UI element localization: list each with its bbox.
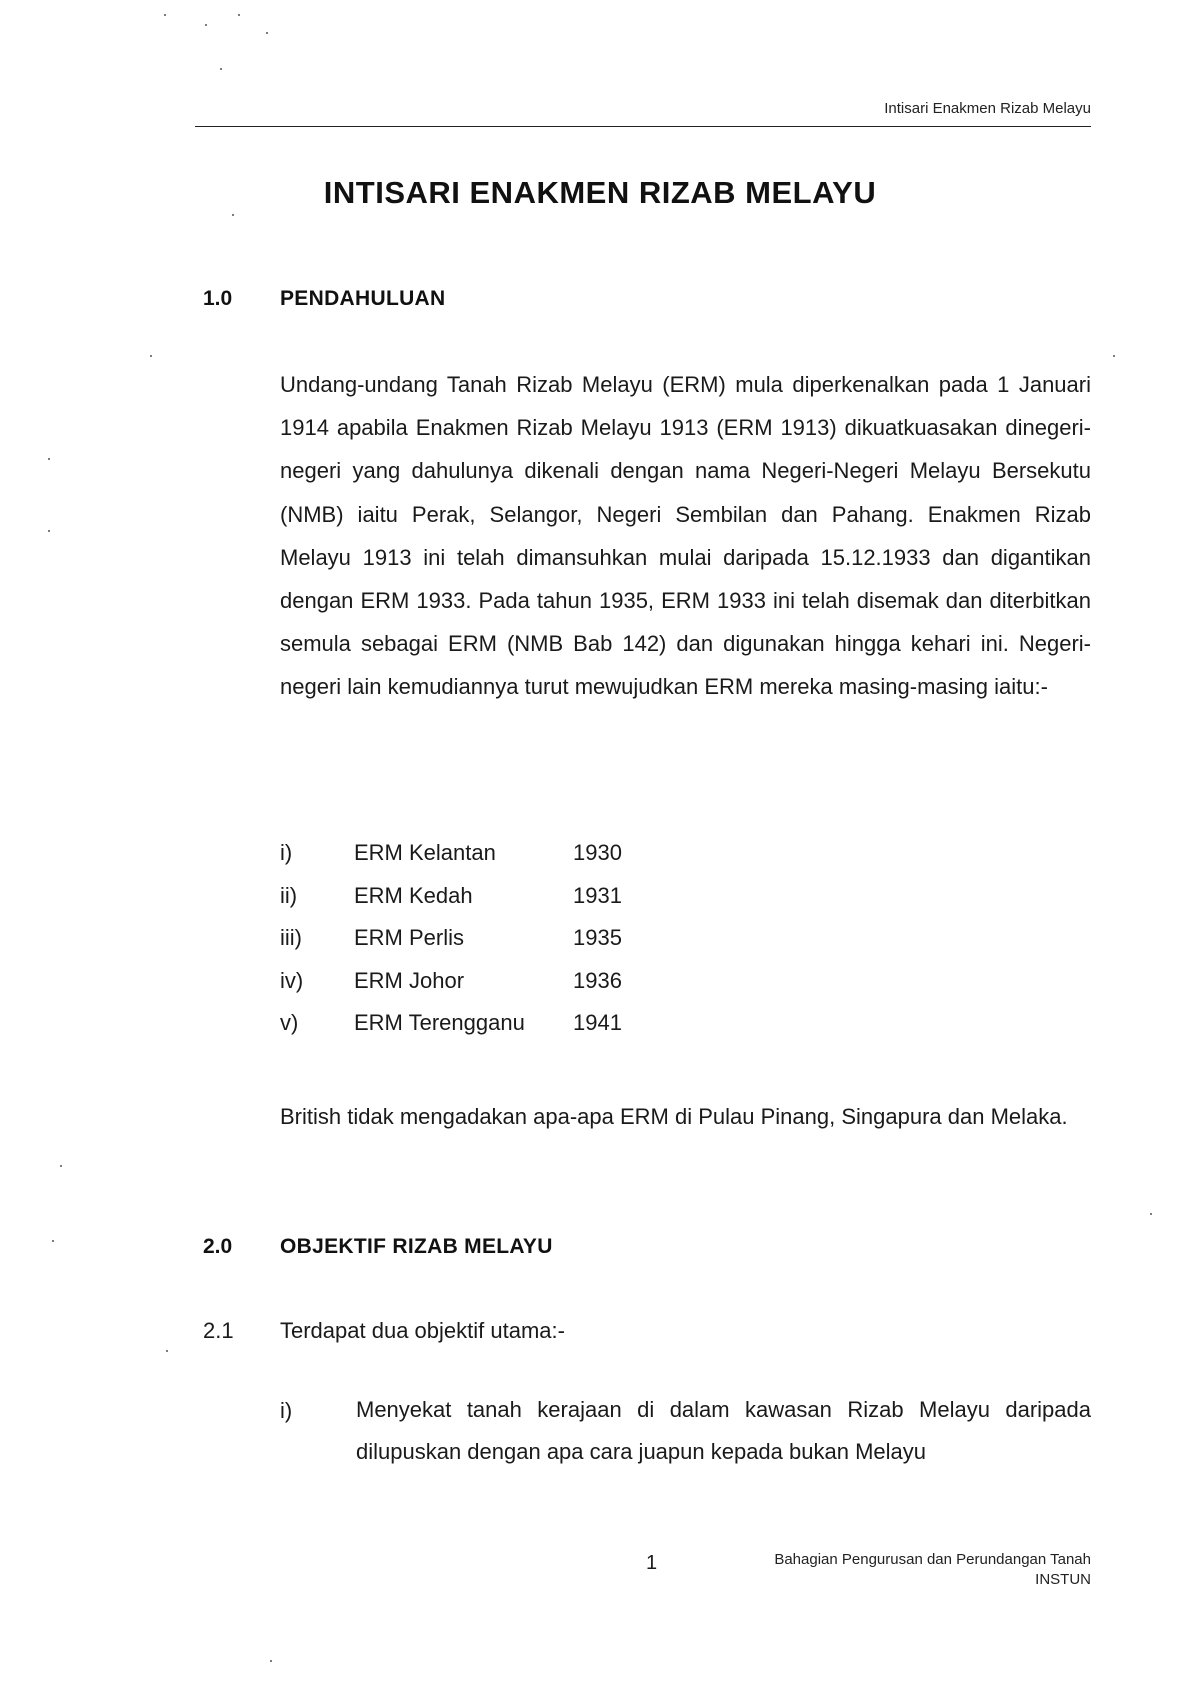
erm-list xyxy=(280,840,680,1053)
page-number: 1 xyxy=(646,1552,658,1574)
intro-paragraph: Undang-undang Tanah Rizab Melayu (ERM) mula diperkenalkan pada 1 Januari 1914 apabila Enakmen Rizab Melayu 1913 (ERM 1913) dikuatkuasakan dinegeri-negeri yang dahulunya dikenali dengan nama Negeri-Negeri Melayu Bersekutu (NMB) iaitu Perak, Selangor, Negeri Sembilan dan Pahang. Enakmen Rizab Melayu 1913 ini telah dimansuhkan mulai daripada 15.12.1933 dan digantikan dengan ERM 1933. Pada tahun 1935, ERM 1933 ini telah disemak dan diterbitkan semula sebagai ERM (NMB Bab 142) dan digunakan hingga kehari ini. Negeri-negeri lain kemudiannya turut mewujudkan ERM mereka masing-masing iaitu:- xyxy=(280,372,1091,700)
list-item-enactment: ERM Kedah xyxy=(354,882,473,908)
objective-numeral: i) xyxy=(280,1398,293,1423)
list-item-numeral: v) xyxy=(280,1010,299,1035)
list-item-enactment: ERM Kelantan xyxy=(354,840,496,865)
scan-speck xyxy=(266,32,268,34)
scan-speck xyxy=(205,24,207,26)
subsection-number: 2.1 xyxy=(203,1318,234,1343)
list-item-enactment: ERM Johor xyxy=(354,967,465,993)
scan-speck xyxy=(60,1165,62,1167)
list-item-enactment: ERM Terengganu xyxy=(354,1010,525,1035)
list-item-year: 1936 xyxy=(573,967,622,993)
list-item-year: 1931 xyxy=(573,882,622,908)
section-number-2: 2.0 xyxy=(203,1235,233,1258)
running-header: Intisari Enakmen Rizab Melayu xyxy=(884,100,1091,117)
scan-speck xyxy=(220,68,222,70)
list-item xyxy=(280,883,680,926)
scan-speck xyxy=(166,1350,168,1352)
scan-speck xyxy=(150,355,152,357)
scan-speck xyxy=(164,14,166,16)
list-item-year: 1930 xyxy=(573,840,622,865)
closing-paragraph: British tidak mengadakan apa-apa ERM di Pulau Pinang, Singapura dan Melaka. xyxy=(280,1104,1068,1129)
scan-speck xyxy=(52,1240,54,1242)
scan-speck xyxy=(270,1660,272,1662)
scan-speck xyxy=(1113,355,1115,357)
list-item xyxy=(280,925,680,968)
footer-org-line-2: INSTUN xyxy=(1035,1571,1091,1588)
scan-speck xyxy=(48,458,50,460)
list-item-numeral: iv) xyxy=(280,967,304,993)
list-item xyxy=(280,968,680,1011)
list-item-enactment: ERM Perlis xyxy=(354,925,465,950)
section-number-1: 1.0 xyxy=(203,287,233,310)
footer-organization xyxy=(774,1550,1091,1590)
list-item-numeral: i) xyxy=(280,840,293,865)
scan-speck xyxy=(238,14,240,16)
list-item-year: 1935 xyxy=(573,925,622,950)
scan-speck xyxy=(1150,1213,1152,1215)
header-rule xyxy=(195,126,1091,127)
section-heading-2: OBJEKTIF RIZAB MELAYU xyxy=(280,1235,553,1258)
objective-text: Menyekat tanah kerajaan di dalam kawasan Rizab Melayu daripada dilupuskan dengan apa cara juapun kepada bukan Melayu xyxy=(356,1397,1091,1464)
list-item-year: 1941 xyxy=(573,1010,622,1035)
list-item-numeral: iii) xyxy=(280,925,302,950)
scan-speck xyxy=(232,214,234,216)
list-item xyxy=(280,840,680,883)
list-item-numeral: ii) xyxy=(280,882,298,908)
document-title: INTISARI ENAKMEN RIZAB MELAYU xyxy=(323,175,877,210)
footer-org-line-1: Bahagian Pengurusan dan Perundangan Tanah xyxy=(774,1551,1091,1568)
list-item xyxy=(280,1010,680,1053)
scan-speck xyxy=(48,530,50,532)
subsection-text: Terdapat dua objektif utama:- xyxy=(280,1318,565,1343)
section-heading-1: PENDAHULUAN xyxy=(280,287,446,310)
